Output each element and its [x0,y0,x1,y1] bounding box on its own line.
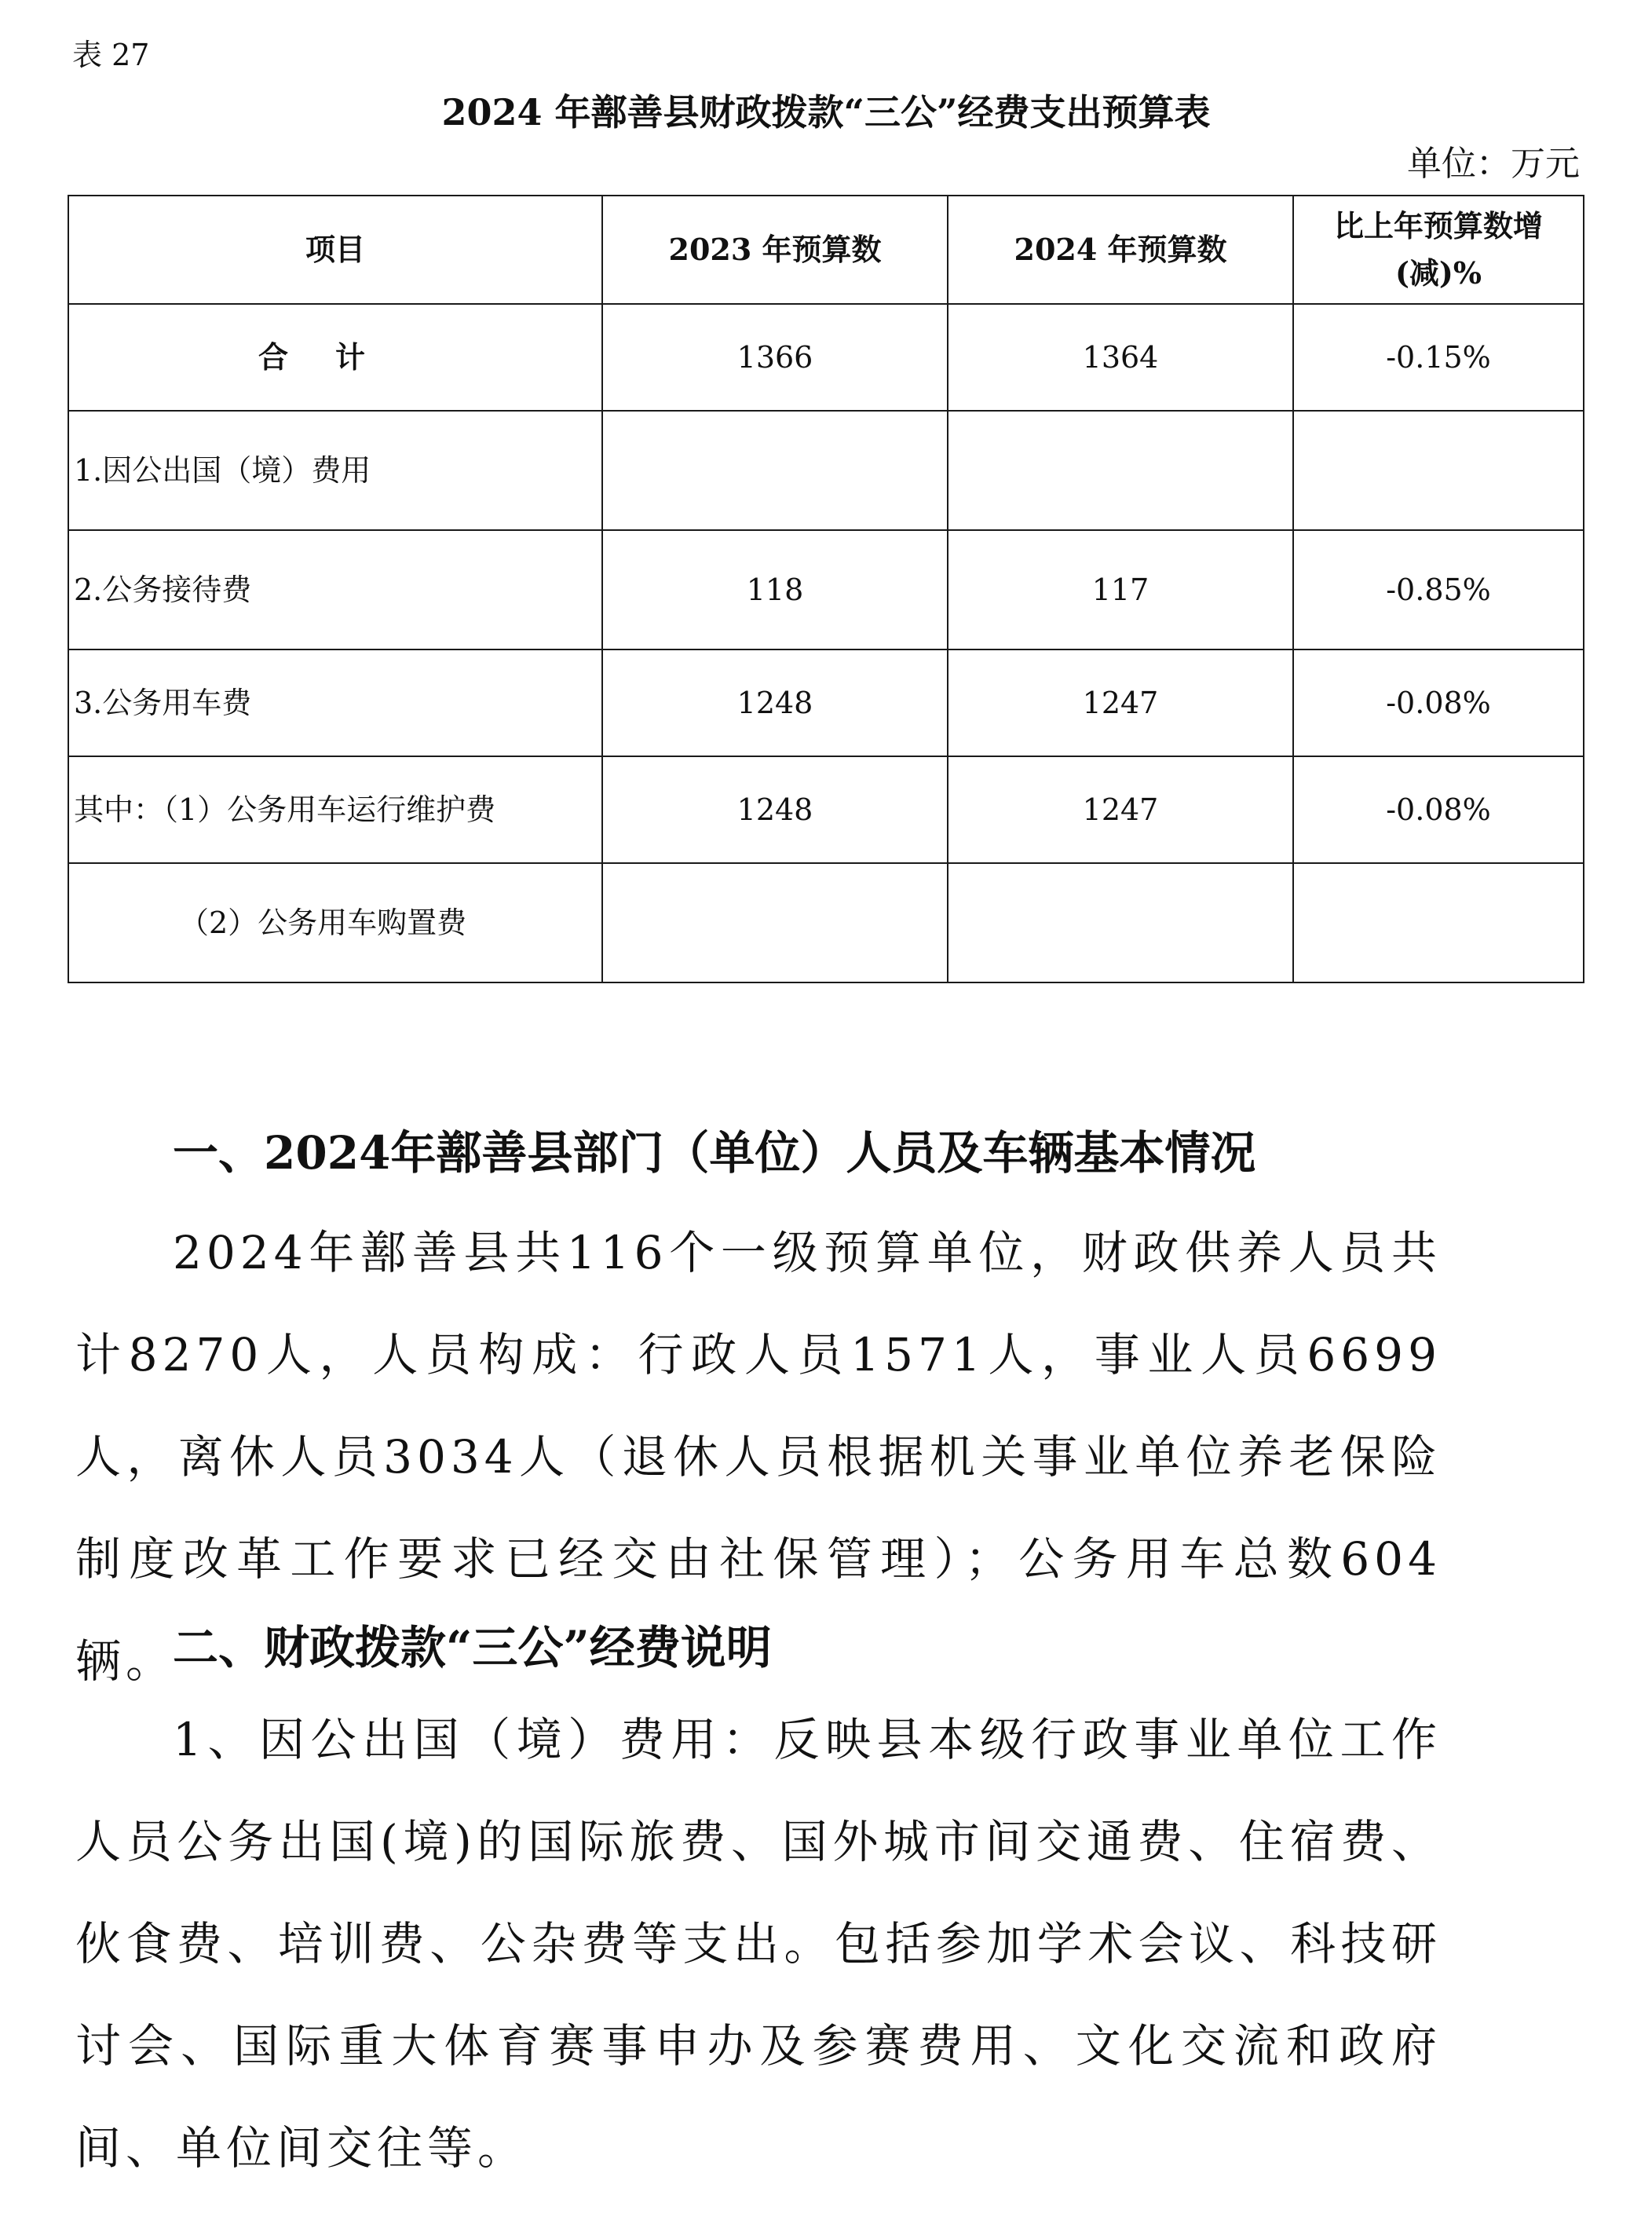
cell-2024: 117 [948,530,1293,649]
section-heading-staff: 一、2024年鄯善县部门（单位）人员及车辆基本情况 [173,1126,1256,1180]
document-title: 2024 年鄯善县财政拨款“三公”经费支出预算表 [441,91,1211,134]
table-row-vehicle-purchase [68,863,1584,982]
cell-2023: 1248 [602,756,948,863]
cell-2023: 1248 [602,649,948,756]
cell-2024: 1247 [948,756,1293,863]
table-header-row [68,196,1584,304]
cell-2024: 1247 [948,649,1293,756]
cell-2024: 1364 [948,304,1293,411]
section-body-staff: 2024年鄯善县共116个一级预算单位，财政供养人员共计8270人，人员构成：行政人员1571人，事业人员6699人，离休人员3034人（退休人员根据机关事业单位养老保险制度改革工作要求已经交由社保管理）；公务用车总数604辆。 [75,1226,1442,1688]
row-label: 其中：（1）公务用车运行维护费 [68,756,602,863]
cell-2024 [948,863,1293,982]
table-row-total [68,304,1584,411]
cell-change: -0.15% [1293,304,1584,411]
cell-change: -0.85% [1293,530,1584,649]
cell-2024 [948,411,1293,530]
section-heading-expenses: 二、财政拨款“三公”经费说明 [173,1621,772,1674]
cell-change: -0.08% [1293,649,1584,756]
table-row-overseas [68,411,1584,530]
cell-2023 [602,863,948,982]
header-change-percent: 比上年预算数增(减)% [1293,196,1584,304]
header-2024-budget: 2024 年预算数 [948,196,1293,304]
row-label: 2.公务接待费 [68,530,602,649]
table-row-vehicle-maintenance [68,756,1584,863]
row-label: 3.公务用车费 [68,649,602,756]
section-body-expenses: 1、因公出国（境）费用：反映县本级行政事业单位工作人员公务出国(境)的国际旅费、国外城市间交通费、住宿费、伙食费、培训费、公杂费等支出。包括参加学术会议、科技研讨会、国际重大体育赛事申办及参赛费用、文化交流和政府间、单位间交往等。 [75,1713,1442,2175]
cell-change [1293,863,1584,982]
row-label: 1.因公出国（境）费用 [68,411,602,530]
header-2023-budget: 2023 年预算数 [602,196,948,304]
budget-table [68,195,1584,983]
cell-change: -0.08% [1293,756,1584,863]
row-label: 合计 [68,304,602,411]
unit-label: 单位：万元 [1407,144,1580,184]
cell-2023: 1366 [602,304,948,411]
table-row-vehicle [68,649,1584,756]
cell-change [1293,411,1584,530]
table-row-reception [68,530,1584,649]
cell-2023: 118 [602,530,948,649]
cell-2023 [602,411,948,530]
table-number: 表 27 [72,38,150,72]
row-label: （2）公务用车购置费 [68,863,602,982]
header-item: 项目 [68,196,602,304]
